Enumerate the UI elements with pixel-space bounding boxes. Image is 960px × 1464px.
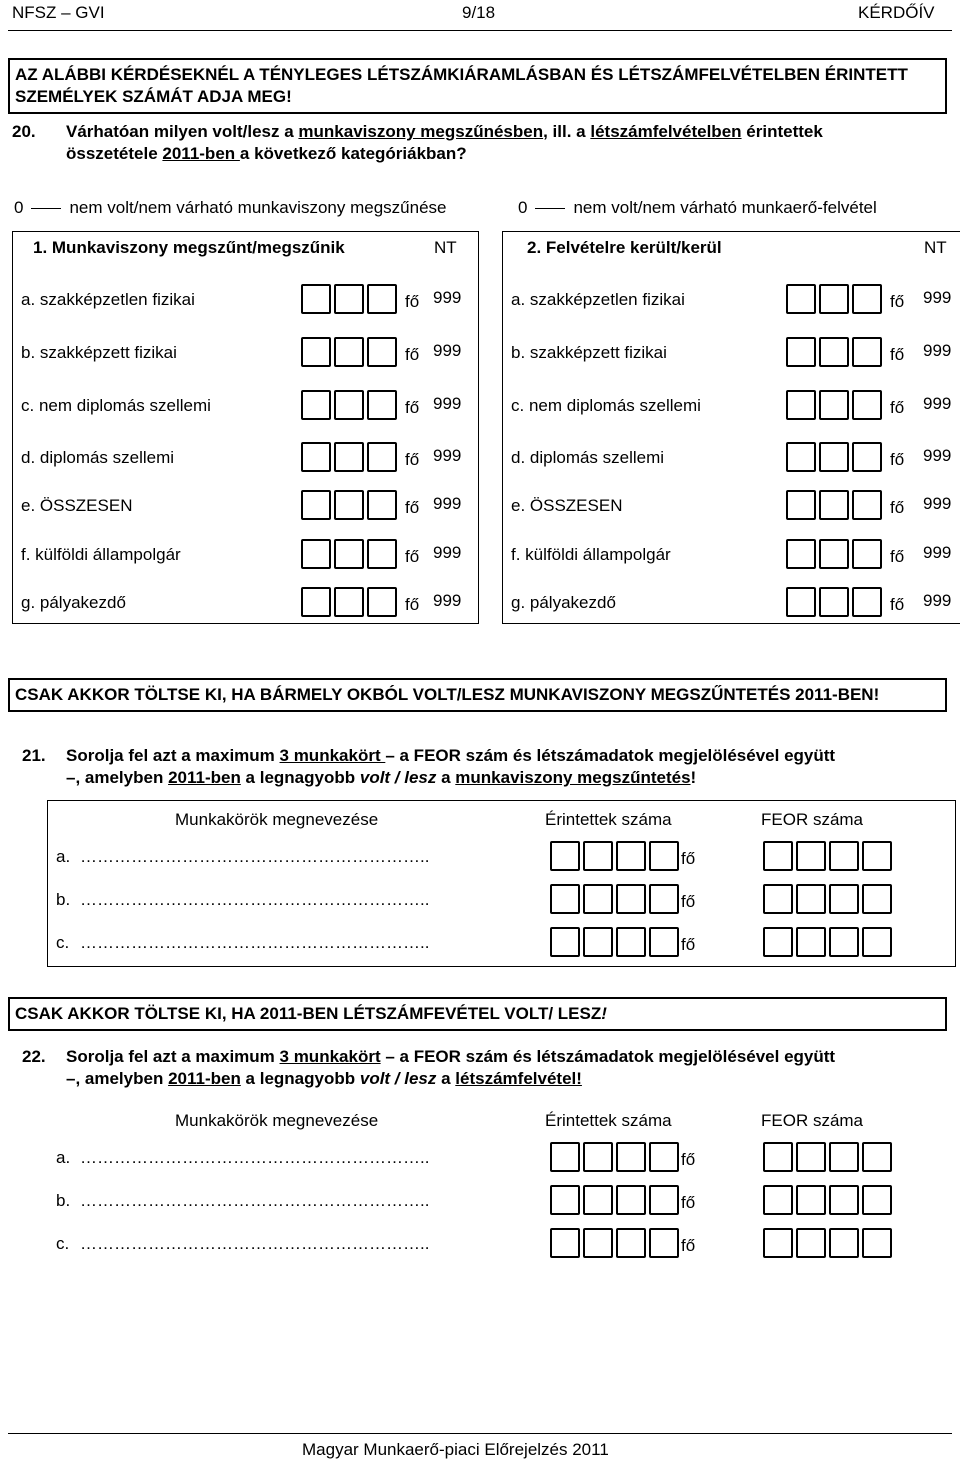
digit-box[interactable] [583, 1228, 613, 1258]
category-label: c. nem diplomás szellemi [511, 396, 701, 415]
unit-label: fő [681, 935, 696, 954]
number-entry-boxes [550, 1228, 679, 1258]
number-entry-boxes [301, 284, 397, 314]
category-label: g. pályakezdő [21, 593, 126, 612]
number-entry-boxes [301, 442, 397, 472]
number-entry-boxes [550, 1142, 679, 1172]
digit-box[interactable] [367, 284, 397, 314]
digit-box[interactable] [786, 539, 816, 569]
doc-type: KÉRDŐÍV [858, 3, 935, 22]
digit-box[interactable] [819, 284, 849, 314]
no-answer-code[interactable]: 999 [923, 543, 952, 562]
digit-box[interactable] [829, 927, 859, 957]
number-entry-boxes [786, 587, 882, 617]
job-row-letter: a. [56, 1148, 71, 1167]
question-21-text: Sorolja fel azt a maximum 3 munkakört – a FEOR szám és létszámadatok megjelölésével együtt [66, 746, 836, 765]
option-no-hiring[interactable]: 0 nem volt/nem várható munkaerő-felvétel [518, 198, 877, 217]
job-row [48, 1226, 955, 1266]
no-answer-code[interactable]: 999 [923, 494, 952, 513]
number-entry-boxes [786, 539, 882, 569]
digit-box[interactable] [852, 442, 882, 472]
digit-box[interactable] [829, 884, 859, 914]
number-entry-boxes [763, 927, 892, 957]
unit-label: fő [681, 849, 696, 868]
digit-box[interactable] [819, 539, 849, 569]
digit-box[interactable] [334, 390, 364, 420]
question-22-number: 22. [22, 1047, 46, 1066]
digit-box[interactable] [763, 841, 793, 871]
digit-box[interactable] [852, 587, 882, 617]
no-answer-code[interactable]: 999 [433, 446, 462, 465]
digit-box[interactable] [301, 337, 331, 367]
unit-label: fő [681, 1150, 696, 1169]
digit-box[interactable] [796, 1185, 826, 1215]
col-feor-code: FEOR száma [761, 1111, 864, 1130]
unit-label: fő [405, 398, 420, 417]
digit-box[interactable] [616, 884, 646, 914]
number-entry-boxes [763, 1185, 892, 1215]
job-name-field[interactable]: …………………………………………………….. [80, 1148, 430, 1167]
instruction-text: AZ ALÁBBI KÉRDÉSEKNÉL A TÉNYLEGES LÉTSZÁMKIÁRAMLÁSBAN ÉS LÉTSZÁMFELVÉTELBEN ÉRINTETT SZEMÉLYEK SZÁMÁT ADJA MEG! [15, 65, 908, 106]
digit-box[interactable] [550, 927, 580, 957]
digit-box[interactable] [796, 884, 826, 914]
no-answer-code[interactable]: 999 [923, 591, 952, 610]
digit-box[interactable] [334, 490, 364, 520]
digit-box[interactable] [550, 841, 580, 871]
category-row [13, 585, 478, 621]
no-answer-code[interactable]: 999 [923, 446, 952, 465]
category-row [503, 585, 960, 621]
digit-box[interactable] [786, 337, 816, 367]
doc-series: NFSZ – GVI [12, 3, 105, 22]
digit-box[interactable] [301, 442, 331, 472]
no-answer-code[interactable]: 999 [433, 341, 462, 360]
number-entry-boxes [550, 927, 679, 957]
number-entry-boxes [550, 884, 679, 914]
category-row [503, 388, 960, 424]
category-label: a. szakképzetlen fizikai [21, 290, 195, 309]
digit-box[interactable] [616, 927, 646, 957]
number-entry-boxes [550, 841, 679, 871]
unit-label: fő [890, 498, 905, 517]
no-answer-code[interactable]: 999 [923, 394, 952, 413]
digit-box[interactable] [367, 587, 397, 617]
condition-text: CSAK AKKOR TÖLTSE KI, HA BÁRMELY OKBÓL VOLT/LESZ MUNKAVISZONY MEGSZŰNTETÉS 2011-BEN! [15, 685, 880, 704]
number-entry-boxes [550, 1185, 679, 1215]
question-21-text-line2: –, amelyben 2011-ben a legnagyobb volt / lesz a munkaviszony megszűntetés! [66, 768, 697, 787]
number-entry-boxes [786, 442, 882, 472]
number-entry-boxes [763, 1142, 892, 1172]
digit-box[interactable] [862, 1228, 892, 1258]
digit-box[interactable] [829, 841, 859, 871]
question-22-text-line2: –, amelyben 2011-ben a legnagyobb volt / lesz a létszámfelvétel! [66, 1069, 582, 1088]
number-entry-boxes [763, 841, 892, 871]
category-label: e. ÖSSZESEN [21, 496, 133, 515]
digit-box[interactable] [862, 884, 892, 914]
unit-label: fő [890, 547, 905, 566]
unit-label: fő [405, 450, 420, 469]
digit-box[interactable] [786, 442, 816, 472]
digit-box[interactable] [819, 390, 849, 420]
no-answer-code[interactable]: 999 [923, 341, 952, 360]
digit-box[interactable] [301, 390, 331, 420]
digit-box[interactable] [649, 841, 679, 871]
job-row-letter: a. [56, 847, 71, 866]
digit-box[interactable] [763, 884, 793, 914]
category-label: d. diplomás szellemi [511, 448, 665, 467]
digit-box[interactable] [819, 587, 849, 617]
number-entry-boxes [786, 337, 882, 367]
job-row-letter: b. [56, 890, 71, 909]
digit-box[interactable] [649, 927, 679, 957]
unit-label: fő [405, 547, 420, 566]
unit-label: fő [405, 498, 420, 517]
number-entry-boxes [301, 539, 397, 569]
no-answer-code[interactable]: 999 [433, 288, 462, 307]
number-entry-boxes [301, 390, 397, 420]
digit-box[interactable] [763, 1185, 793, 1215]
panel-terminations [12, 231, 479, 624]
job-row [48, 839, 955, 879]
category-row [13, 282, 478, 318]
digit-box[interactable] [583, 884, 613, 914]
category-label: b. szakképzett fizikai [21, 343, 177, 362]
digit-box[interactable] [852, 337, 882, 367]
digit-box[interactable] [301, 490, 331, 520]
digit-box[interactable] [367, 490, 397, 520]
condition-text: CSAK AKKOR TÖLTSE KI, HA 2011-BEN LÉTSZÁMFEVÉTEL VOLT/ LESZ! [15, 1004, 607, 1023]
unit-label: fő [890, 398, 905, 417]
digit-box[interactable] [649, 884, 679, 914]
digit-box[interactable] [786, 390, 816, 420]
unit-label: fő [890, 345, 905, 364]
digit-box[interactable] [550, 1142, 580, 1172]
question-20-text-line2: összetétele 2011-ben a következő kategóriákban? [66, 144, 467, 163]
digit-box[interactable] [334, 587, 364, 617]
digit-box[interactable] [583, 1185, 613, 1215]
digit-box[interactable] [829, 1142, 859, 1172]
unit-label: fő [405, 345, 420, 364]
col-job-name: Munkakörök megnevezése [175, 1111, 379, 1130]
category-label: f. külföldi állampolgár [21, 545, 181, 564]
panel-hirings-title: 2. Felvételre került/kerül [527, 238, 722, 257]
unit-label: fő [890, 450, 905, 469]
unit-label: fő [681, 892, 696, 911]
job-name-field[interactable]: …………………………………………………….. [80, 1234, 430, 1253]
digit-box[interactable] [583, 841, 613, 871]
no-answer-code[interactable]: 999 [433, 543, 462, 562]
digit-box[interactable] [796, 841, 826, 871]
job-row-letter: c. [56, 1234, 70, 1253]
digit-box[interactable] [763, 1228, 793, 1258]
category-row [503, 282, 960, 318]
digit-box[interactable] [334, 539, 364, 569]
unit-label: fő [681, 1236, 696, 1255]
digit-box[interactable] [862, 927, 892, 957]
condition-banner-hirings [8, 997, 947, 1031]
number-entry-boxes [763, 884, 892, 914]
digit-box[interactable] [550, 884, 580, 914]
digit-box[interactable] [649, 1142, 679, 1172]
no-answer-code[interactable]: 999 [433, 494, 462, 513]
digit-box[interactable] [616, 841, 646, 871]
digit-box[interactable] [301, 539, 331, 569]
question-20-text: Várhatóan milyen volt/lesz a munkaviszony megszűnésben, ill. a létszámfelvételben érintettek [66, 122, 823, 141]
digit-box[interactable] [796, 1142, 826, 1172]
job-row [48, 925, 955, 965]
digit-box[interactable] [649, 1228, 679, 1258]
digit-box[interactable] [583, 1142, 613, 1172]
job-row-letter: b. [56, 1191, 71, 1210]
category-row [13, 440, 478, 476]
digit-box[interactable] [852, 490, 882, 520]
digit-box[interactable] [763, 1142, 793, 1172]
col-feor-code: FEOR száma [761, 810, 864, 829]
option-no-termination[interactable]: 0 nem volt/nem várható munkaviszony megszűnése [14, 198, 447, 217]
digit-box[interactable] [819, 337, 849, 367]
digit-box[interactable] [334, 284, 364, 314]
digit-box[interactable] [819, 442, 849, 472]
category-label: g. pályakezdő [511, 593, 616, 612]
job-name-field[interactable]: …………………………………………………….. [80, 847, 430, 866]
instruction-banner [8, 58, 947, 114]
digit-box[interactable] [862, 1142, 892, 1172]
unit-label: fő [681, 1193, 696, 1212]
page-number: 9/18 [462, 3, 496, 22]
unit-label: fő [890, 595, 905, 614]
digit-box[interactable] [829, 1185, 859, 1215]
unit-label: fő [405, 292, 420, 311]
number-entry-boxes [786, 390, 882, 420]
nt-label: NT [434, 238, 457, 257]
question-20-number: 20. [12, 122, 36, 141]
question-22-text: Sorolja fel azt a maximum 3 munkakört – a FEOR szám és létszámadatok megjelölésével együtt [66, 1047, 836, 1066]
category-row [503, 537, 960, 573]
job-name-field[interactable]: …………………………………………………….. [80, 1191, 430, 1210]
digit-box[interactable] [334, 442, 364, 472]
job-row [48, 1140, 955, 1180]
digit-box[interactable] [616, 1142, 646, 1172]
job-row-letter: c. [56, 933, 70, 952]
category-row [503, 488, 960, 524]
digit-box[interactable] [829, 1228, 859, 1258]
digit-box[interactable] [862, 841, 892, 871]
digit-box[interactable] [367, 442, 397, 472]
digit-box[interactable] [786, 587, 816, 617]
digit-box[interactable] [616, 1228, 646, 1258]
digit-box[interactable] [786, 490, 816, 520]
job-table-hirings [47, 1101, 956, 1268]
category-label: c. nem diplomás szellemi [21, 396, 211, 415]
category-label: a. szakképzetlen fizikai [511, 290, 685, 309]
category-row [13, 488, 478, 524]
digit-box[interactable] [367, 390, 397, 420]
digit-box[interactable] [819, 490, 849, 520]
digit-box[interactable] [862, 1185, 892, 1215]
number-entry-boxes [763, 1228, 892, 1258]
job-row [48, 1183, 955, 1223]
panel-terminations-title: 1. Munkaviszony megszűnt/megszűnik [33, 238, 345, 257]
digit-box[interactable] [763, 927, 793, 957]
job-row [48, 882, 955, 922]
job-name-field[interactable]: …………………………………………………….. [80, 933, 430, 952]
job-name-field[interactable]: …………………………………………………….. [80, 890, 430, 909]
category-label: d. diplomás szellemi [21, 448, 175, 467]
category-row [503, 440, 960, 476]
digit-box[interactable] [301, 587, 331, 617]
digit-box[interactable] [796, 1228, 826, 1258]
no-answer-code[interactable]: 999 [433, 394, 462, 413]
digit-box[interactable] [852, 284, 882, 314]
digit-box[interactable] [583, 927, 613, 957]
digit-box[interactable] [786, 284, 816, 314]
number-entry-boxes [301, 337, 397, 367]
category-row [13, 388, 478, 424]
no-answer-code[interactable]: 999 [923, 288, 952, 307]
footer-rule [8, 1433, 952, 1434]
digit-box[interactable] [649, 1185, 679, 1215]
nt-label: NT [924, 238, 947, 257]
category-row [503, 335, 960, 371]
panel-hirings [502, 231, 960, 624]
col-affected-count: Érintettek száma [545, 1111, 672, 1130]
category-label: b. szakképzett fizikai [511, 343, 667, 362]
job-table-terminations [47, 800, 956, 967]
digit-box[interactable] [796, 927, 826, 957]
col-job-name: Munkakörök megnevezése [175, 810, 379, 829]
digit-box[interactable] [334, 337, 364, 367]
header-rule [8, 30, 952, 31]
digit-box[interactable] [367, 539, 397, 569]
category-row [13, 335, 478, 371]
col-affected-count: Érintettek száma [545, 810, 672, 829]
question-21-number: 21. [22, 746, 46, 765]
number-entry-boxes [301, 490, 397, 520]
number-entry-boxes [301, 587, 397, 617]
category-label: f. külföldi állampolgár [511, 545, 671, 564]
unit-label: fő [405, 595, 420, 614]
digit-box[interactable] [852, 539, 882, 569]
footer-text: Magyar Munkaerő-piaci Előrejelzés 2011 [302, 1440, 609, 1459]
category-row [13, 537, 478, 573]
category-label: e. ÖSSZESEN [511, 496, 623, 515]
digit-box[interactable] [616, 1185, 646, 1215]
number-entry-boxes [786, 490, 882, 520]
digit-box[interactable] [550, 1185, 580, 1215]
digit-box[interactable] [367, 337, 397, 367]
condition-banner-terminations [8, 678, 947, 712]
no-answer-code[interactable]: 999 [433, 591, 462, 610]
digit-box[interactable] [301, 284, 331, 314]
digit-box[interactable] [852, 390, 882, 420]
number-entry-boxes [786, 284, 882, 314]
digit-box[interactable] [550, 1228, 580, 1258]
unit-label: fő [890, 292, 905, 311]
